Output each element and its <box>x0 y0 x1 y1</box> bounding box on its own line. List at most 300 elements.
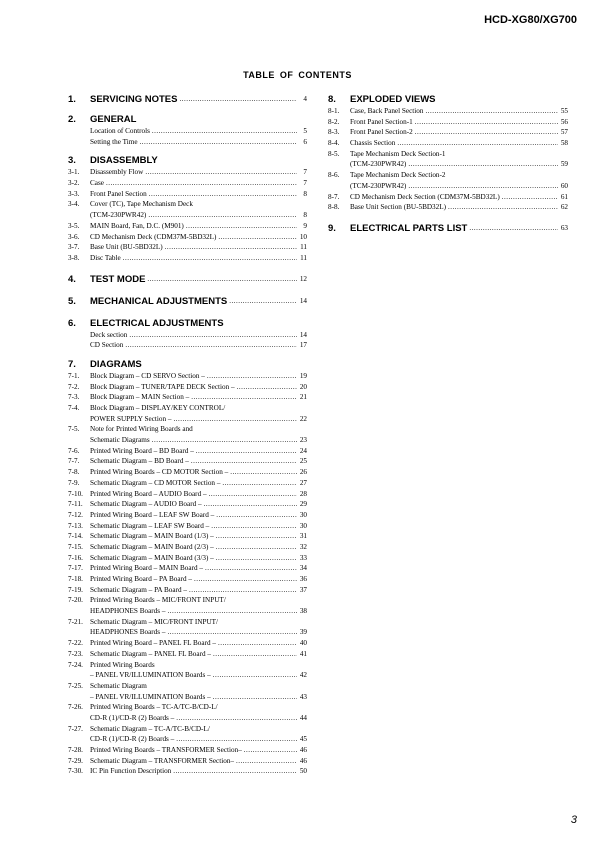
entry-title: Note for Printed Wiring Boards and <box>90 425 193 434</box>
entry-title: Printed Wiring Boards – MIC/FRONT INPUT/ <box>90 596 226 605</box>
entry-number <box>68 137 90 148</box>
spacer <box>68 147 307 154</box>
entry-number: 8-7. <box>328 192 340 201</box>
entry-title: Schematic Diagram – PA Board – <box>90 585 187 594</box>
section-title: ELECTRICAL PARTS LIST <box>350 222 468 234</box>
dot-leader <box>211 692 297 703</box>
page-ref: 14 <box>299 330 307 339</box>
toc-entry <box>328 181 568 192</box>
toc-entry <box>68 392 307 403</box>
dot-leader <box>205 371 297 382</box>
page-ref: 30 <box>299 510 307 519</box>
page-ref: 20 <box>299 382 307 391</box>
dot-leader <box>127 330 297 341</box>
toc-left-column <box>68 93 307 777</box>
dot-leader <box>220 478 297 489</box>
page-ref: 45 <box>299 735 307 744</box>
entry-number: 7-13. <box>68 521 83 530</box>
dot-leader <box>174 734 297 745</box>
entry-title: Setting the Time <box>90 137 138 146</box>
toc-entry <box>68 521 307 532</box>
page-ref: 61 <box>560 192 568 201</box>
page-ref: 33 <box>299 553 307 562</box>
spacer <box>68 264 307 273</box>
entry-title: Printed Wiring Boards – TRANSFORMER Section– <box>90 746 242 754</box>
page-ref: 30 <box>299 521 307 530</box>
toc-entry <box>68 649 307 660</box>
entry-number <box>68 330 90 341</box>
dot-leader <box>406 181 558 192</box>
dot-leader <box>192 574 297 585</box>
entry-number: 7-8. <box>68 468 80 477</box>
entry-title: Schematic Diagram – MAIN Board (1/3) – <box>90 532 214 541</box>
page-ref: 8 <box>303 189 307 198</box>
entry-title: Block Diagram – TUNER/TAPE DECK Section – <box>90 382 235 391</box>
entry-number <box>328 181 350 192</box>
dot-leader <box>395 138 558 149</box>
page-ref: 9 <box>303 221 307 230</box>
entry-number: 8-6. <box>328 171 340 180</box>
toc-entry <box>68 489 307 500</box>
section-heading <box>68 273 307 286</box>
dot-leader <box>202 499 297 510</box>
entry-title: Base Unit Section (BU-5BD32L) <box>350 203 447 212</box>
section-heading <box>68 295 307 308</box>
entry-title: Schematic Diagram – MAIN Board (3/3) – <box>90 553 214 562</box>
dot-leader <box>187 585 297 596</box>
entry-title: Schematic Diagram – PANEL FL Board – <box>90 649 211 658</box>
entry-number: 7-29. <box>68 756 83 765</box>
entry-title: Printed Wiring Board – MAIN Board – <box>90 564 203 573</box>
entry-number: 8-8. <box>328 203 340 212</box>
page-ref: 34 <box>299 564 307 573</box>
entry-number <box>328 159 350 170</box>
entry-number: 7-24. <box>68 660 83 669</box>
section-number: 5. <box>68 295 76 307</box>
toc-entry <box>68 167 307 178</box>
entry-title: Schematic Diagrams <box>90 436 150 445</box>
dot-leader <box>165 627 297 638</box>
dot-leader <box>423 106 558 117</box>
toc-entry <box>68 499 307 510</box>
section-number: 4. <box>68 273 76 285</box>
page-ref: 29 <box>299 500 307 509</box>
toc-entry <box>68 553 307 564</box>
toc-entry <box>68 221 307 232</box>
section-heading <box>328 93 568 106</box>
section-title: TEST MODE <box>90 273 146 285</box>
spacer <box>68 308 307 317</box>
entry-number: 7-18. <box>68 575 83 583</box>
dot-leader <box>163 242 297 253</box>
dot-leader <box>143 167 297 178</box>
dot-leader <box>171 766 297 777</box>
dot-leader <box>214 553 297 564</box>
spacer <box>328 213 568 222</box>
toc-entry <box>68 692 307 703</box>
entry-number: 3-6. <box>68 232 80 241</box>
entry-number <box>68 435 90 446</box>
page-ref: 21 <box>299 393 307 402</box>
dot-leader <box>207 489 297 500</box>
section-heading <box>68 93 307 106</box>
toc-entry <box>68 403 307 414</box>
toc-entry <box>68 745 307 756</box>
toc-entry <box>68 253 307 264</box>
page-ref: 25 <box>299 457 307 466</box>
page-ref: 40 <box>299 639 307 648</box>
entry-title: CD Section <box>90 341 124 350</box>
entry-title: Chassis Section <box>350 139 396 148</box>
entry-number <box>68 606 90 617</box>
page-number: 3 <box>570 814 577 826</box>
section-title: MECHANICAL ADJUSTMENTS <box>90 295 228 307</box>
dot-leader <box>214 542 297 553</box>
page-ref: 57 <box>560 128 568 137</box>
entry-number: 7-17. <box>68 564 83 573</box>
page-ref: 41 <box>299 649 307 658</box>
entry-number: 7-11. <box>68 500 83 509</box>
toc-entry <box>68 330 307 341</box>
entry-title: Front Panel Section-1 <box>350 117 413 126</box>
dot-leader <box>413 127 558 138</box>
section-number: 7. <box>68 358 76 370</box>
entry-number: 7-6. <box>68 446 80 455</box>
entry-number <box>68 713 90 724</box>
page-ref: 46 <box>299 756 307 765</box>
entry-number: 7-28. <box>68 746 83 754</box>
entry-number: 7-9. <box>68 478 80 487</box>
toc-entry <box>68 734 307 745</box>
toc-entry <box>68 766 307 777</box>
entry-number: 7-30. <box>68 767 83 776</box>
dot-leader <box>189 392 297 403</box>
entry-title: Schematic Diagram – TC-A/TC-B/CD-L/ <box>90 724 210 733</box>
dot-leader <box>171 414 297 425</box>
toc-entry <box>68 126 307 137</box>
page-ref: 23 <box>299 436 307 445</box>
entry-number: 7-20. <box>68 596 83 605</box>
toc-entry <box>68 702 307 713</box>
dot-leader <box>150 126 297 137</box>
dot-leader <box>228 467 297 478</box>
entry-title: Schematic Diagram – CD MOTOR Section – <box>90 478 221 487</box>
entry-title: Printed Wiring Board – PA Board – <box>90 575 192 583</box>
toc-entry <box>68 446 307 457</box>
page-ref: 27 <box>299 478 307 487</box>
page-ref: 24 <box>299 446 307 455</box>
entry-title: MAIN Board, Fan, D.C. (M901) <box>90 221 184 230</box>
toc-entry <box>328 106 568 117</box>
page-ref: 44 <box>299 713 307 722</box>
page-ref: 12 <box>299 274 307 283</box>
entry-number: 3-2. <box>68 179 80 188</box>
entry-number: 7-15. <box>68 542 83 551</box>
toc-entry <box>68 382 307 393</box>
toc-entry <box>68 478 307 489</box>
entry-number: 3-7. <box>68 243 80 252</box>
entry-number: 3-4. <box>68 200 80 209</box>
section-title: SERVICING NOTES <box>90 94 178 105</box>
section-heading <box>68 317 307 330</box>
toc-entry <box>68 756 307 767</box>
toc-entry <box>68 627 307 638</box>
section-title: ELECTRICAL ADJUSTMENTS <box>90 317 224 329</box>
entry-title: Block Diagram – MAIN Section – <box>90 393 190 402</box>
entry-title: Printed Wiring Board – PANEL FL Board – <box>90 639 216 648</box>
dot-leader <box>446 202 558 213</box>
spacer <box>68 286 307 295</box>
entry-number <box>68 414 90 425</box>
toc-entry <box>68 681 307 692</box>
toc-entry <box>68 456 307 467</box>
entry-title: Printed Wiring Board – BD Board – <box>90 446 194 455</box>
dot-leader <box>227 295 297 308</box>
page-ref: 36 <box>299 575 307 583</box>
page-ref: 43 <box>299 692 307 701</box>
entry-number <box>68 627 90 638</box>
entry-number: 7-14. <box>68 532 83 541</box>
toc-entry <box>328 159 568 170</box>
toc-title: TABLE OF CONTENTS <box>243 70 352 80</box>
entry-title: Deck section <box>90 330 128 339</box>
dot-leader <box>203 563 297 574</box>
page-ref: 4 <box>303 95 307 103</box>
entry-number: 7-12. <box>68 510 83 519</box>
entry-number: 8-4. <box>328 139 340 148</box>
dot-leader <box>242 745 297 756</box>
page-ref: 56 <box>560 117 568 126</box>
entry-number <box>68 210 90 221</box>
entry-number: 8-3. <box>328 128 340 137</box>
toc-entry <box>328 149 568 160</box>
entry-number: 8-1. <box>328 107 340 115</box>
dot-leader <box>165 606 297 617</box>
dot-leader <box>214 510 297 521</box>
entry-number: 7-2. <box>68 382 80 391</box>
page-ref: 39 <box>299 628 307 637</box>
section-number: 9. <box>328 222 336 234</box>
section-number: 2. <box>68 114 76 125</box>
entry-title: (TCM-230PWR42) <box>90 211 147 220</box>
toc-right-column <box>328 93 568 235</box>
entry-number: 7-10. <box>68 489 83 498</box>
page-ref: 8 <box>303 211 307 220</box>
entry-title: Printed Wiring Boards – TC-A/TC-B/CD-L/ <box>90 703 218 712</box>
entry-title: CD-R (1)/CD-R (2) Boards – <box>90 713 175 722</box>
entry-title: Block Diagram – DISPLAY/KEY CONTROL/ <box>90 404 226 412</box>
dot-leader <box>104 178 297 189</box>
dot-leader <box>194 446 297 457</box>
page-ref: 62 <box>560 203 568 212</box>
entry-number: 8-5. <box>328 149 340 158</box>
entry-title: CD Mechanism Deck Section (CDM37M-5BD32L) <box>350 192 500 201</box>
page-ref: 28 <box>299 489 307 498</box>
dot-leader <box>189 456 297 467</box>
entry-number: 7-22. <box>68 639 83 648</box>
dot-leader <box>216 638 297 649</box>
toc-entry <box>328 138 568 149</box>
dot-leader <box>209 521 297 532</box>
dot-leader <box>235 382 297 393</box>
entry-number: 7-21. <box>68 617 83 626</box>
toc-entry <box>68 242 307 253</box>
toc-entry <box>68 467 307 478</box>
dot-leader <box>177 93 297 106</box>
toc-entry <box>68 606 307 617</box>
dot-leader <box>147 189 297 200</box>
entry-title: Case <box>90 179 104 188</box>
entry-title: Disassembly Flow <box>90 168 144 177</box>
entry-title: Block Diagram – CD SERVO Section – <box>90 371 205 380</box>
entry-number: 7-7. <box>68 457 80 466</box>
entry-title: (TCM-230PWR42) <box>350 181 407 190</box>
toc-entry <box>68 542 307 553</box>
entry-number: 8-2. <box>328 117 340 126</box>
spacer <box>68 351 307 358</box>
dot-leader <box>138 137 297 148</box>
entry-number: 7-16. <box>68 553 83 562</box>
toc-entry <box>68 574 307 585</box>
toc-entry <box>68 670 307 681</box>
toc-entry <box>68 563 307 574</box>
page-ref: 7 <box>303 179 307 188</box>
section-heading <box>328 222 568 235</box>
entry-title: Schematic Diagram – MAIN Board (2/3) – <box>90 542 214 551</box>
toc-entry <box>328 170 568 181</box>
dot-leader <box>413 117 558 128</box>
page-ref: 7 <box>303 168 307 177</box>
page-ref: 14 <box>299 296 307 305</box>
section-number: 3. <box>68 155 76 167</box>
dot-leader <box>467 222 558 235</box>
dot-leader <box>121 253 297 264</box>
toc-entry <box>68 713 307 724</box>
toc-entry <box>68 137 307 148</box>
entry-number <box>68 692 90 703</box>
section-title: DISASSEMBLY <box>90 155 158 167</box>
entry-number: 7-25. <box>68 681 83 690</box>
toc-entry <box>68 414 307 425</box>
toc-entry <box>68 232 307 243</box>
page-ref: 55 <box>560 107 568 115</box>
entry-title: Location of Controls <box>90 127 150 135</box>
toc-entry <box>68 660 307 671</box>
entry-title: CD-R (1)/CD-R (2) Boards – <box>90 735 175 744</box>
toc-entry <box>68 510 307 521</box>
dot-leader <box>500 192 558 203</box>
toc-entry <box>68 585 307 596</box>
entry-title: HEADPHONES Boards – <box>90 628 166 637</box>
dot-leader <box>406 159 558 170</box>
toc-entry <box>328 192 568 203</box>
entry-title: Schematic Diagram <box>90 681 147 690</box>
dot-leader <box>145 273 297 286</box>
section-heading <box>68 358 307 371</box>
toc-entry <box>68 724 307 735</box>
entry-title: Case, Back Panel Section <box>350 107 424 115</box>
entry-number <box>68 734 90 745</box>
entry-title: Printed Wiring Boards – CD MOTOR Section – <box>90 468 229 477</box>
page-ref: 63 <box>560 223 568 232</box>
page-ref: 26 <box>299 468 307 477</box>
section-title: EXPLODED VIEWS <box>350 94 436 105</box>
toc-entry <box>68 371 307 382</box>
toc-entry <box>68 617 307 628</box>
entry-number: 7-3. <box>68 393 80 402</box>
page-ref: 38 <box>299 607 307 616</box>
dot-leader <box>174 713 297 724</box>
toc-entry <box>68 210 307 221</box>
entry-number: 3-8. <box>68 253 80 262</box>
toc-entry <box>328 117 568 128</box>
dot-leader <box>123 340 297 351</box>
model-number: HCD-XG80/XG700 <box>484 14 577 26</box>
entry-title: Schematic Diagram – AUDIO Board – <box>90 500 202 509</box>
toc-entry <box>68 435 307 446</box>
page-ref: 60 <box>560 181 568 190</box>
entry-title: Schematic Diagram – BD Board – <box>90 457 189 466</box>
dot-leader <box>214 531 297 542</box>
section-number: 6. <box>68 317 76 329</box>
entry-title: Tape Mechanism Deck Section-1 <box>350 149 446 158</box>
dot-leader <box>211 670 297 681</box>
entry-number: 7-23. <box>68 649 83 658</box>
entry-number: 7-4. <box>68 404 80 412</box>
dot-leader <box>234 756 297 767</box>
entry-title: Front Panel Section <box>90 189 147 198</box>
entry-title: IC Pin Function Description <box>90 767 172 776</box>
entry-title: Schematic Diagram – LEAF SW Board – <box>90 521 210 530</box>
entry-title: (TCM-230PWR42) <box>350 160 407 169</box>
entry-number <box>68 126 90 137</box>
page-ref: 50 <box>299 767 307 776</box>
entry-number: 7-27. <box>68 724 83 733</box>
entry-title: Base Unit (BU-5BD32L) <box>90 243 163 252</box>
page-ref: 42 <box>299 671 307 680</box>
entry-number: 7-5. <box>68 425 80 434</box>
entry-title: HEADPHONES Boards – <box>90 607 166 616</box>
entry-title: Cover (TC), Tape Mechanism Deck <box>90 200 193 209</box>
page-ref: 5 <box>303 127 307 135</box>
entry-title: Printed Wiring Board – LEAF SW Board – <box>90 510 215 519</box>
page-ref: 17 <box>299 341 307 350</box>
section-title: GENERAL <box>90 114 137 125</box>
page-ref: 32 <box>299 542 307 551</box>
page-ref: 19 <box>299 371 307 380</box>
toc-entry <box>328 202 568 213</box>
dot-leader <box>211 649 297 660</box>
page-ref: 10 <box>299 232 307 241</box>
entry-title: CD Mechanism Deck (CDM37M-5BD32L) <box>90 232 217 241</box>
entry-title: Tape Mechanism Deck Section-2 <box>350 171 446 180</box>
toc-entry <box>68 424 307 435</box>
page-ref: 58 <box>560 139 568 148</box>
entry-number: 3-5. <box>68 221 80 230</box>
section-title: DIAGRAMS <box>90 358 142 370</box>
entry-number: 3-1. <box>68 168 80 177</box>
toc-entry <box>68 340 307 351</box>
page-ref: 37 <box>299 585 307 594</box>
entry-number: 3-3. <box>68 189 80 198</box>
toc-entry <box>328 127 568 138</box>
page-ref: 11 <box>300 253 307 262</box>
entry-number <box>68 670 90 681</box>
entry-title: Printed Wiring Boards <box>90 660 155 669</box>
page-ref: 59 <box>560 160 568 169</box>
section-heading <box>68 113 307 126</box>
page-ref: 46 <box>299 746 307 754</box>
